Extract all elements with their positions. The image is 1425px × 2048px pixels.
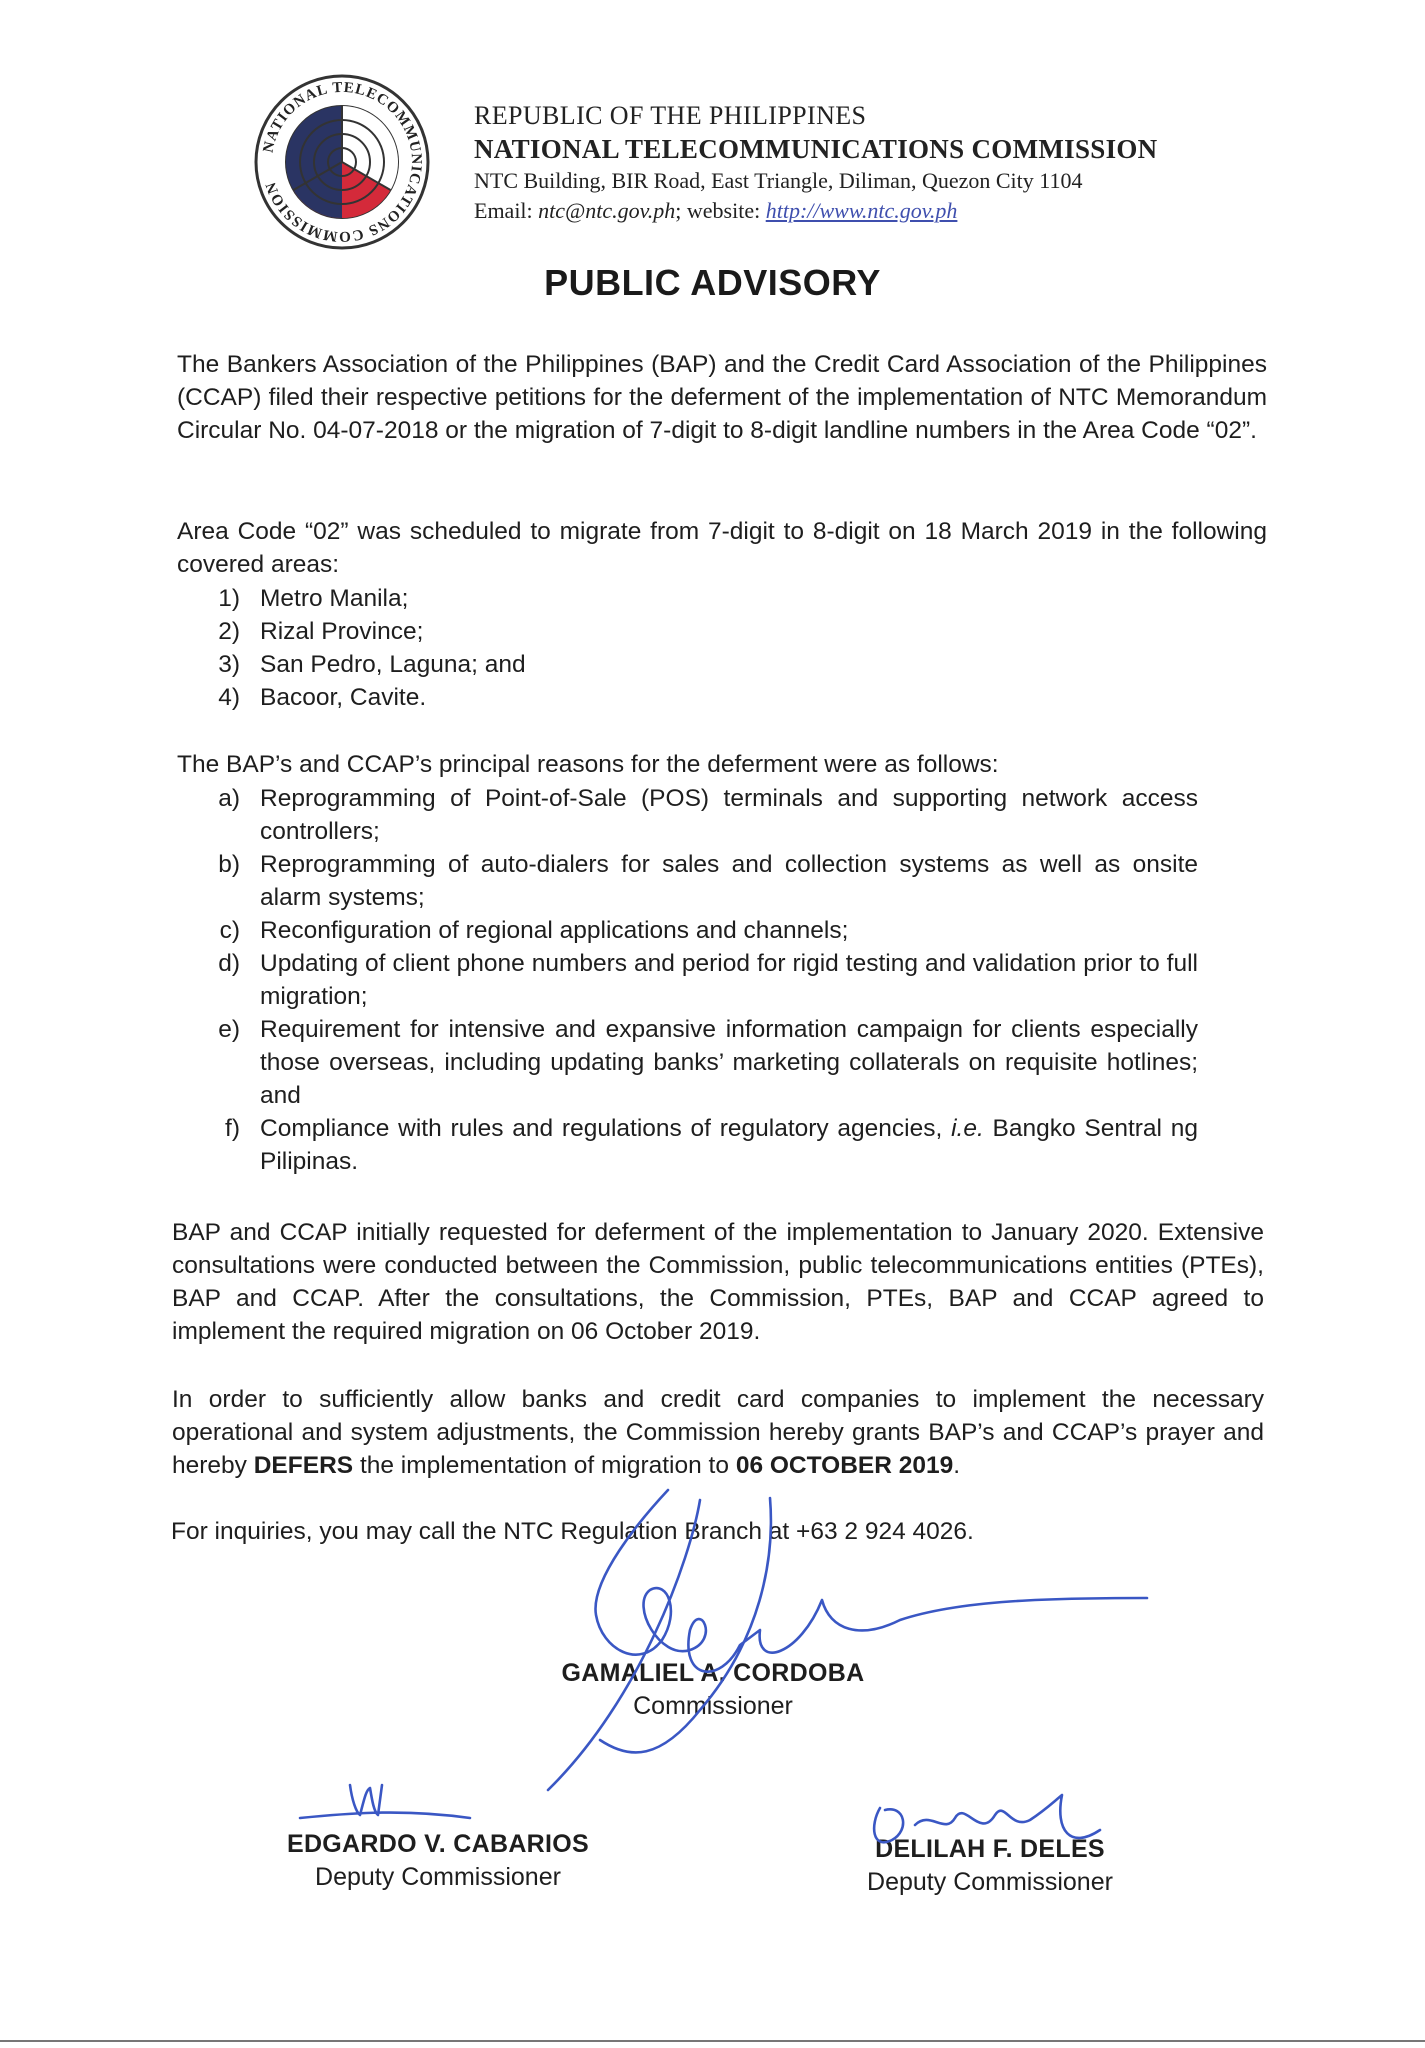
list-marker: f) [225,1115,240,1142]
paragraph-reasons-intro: The BAP’s and CCAP’s principal reasons for the deferment were as follows: [177,751,999,778]
list-marker: b) [218,851,240,878]
list-marker: d) [218,950,240,977]
list-item [196,1013,1198,1112]
list-text [260,1112,1198,1178]
signatory-title: Commissioner [633,1692,793,1720]
email-label: Email: [474,198,533,223]
contact-line [474,196,1158,226]
list-marker: e) [218,1016,240,1043]
website-label: ; website: [675,198,761,223]
signatory-commissioner [513,1657,913,1723]
advisory-title: PUBLIC ADVISORY [544,262,881,303]
list-item [196,648,526,681]
list-text-part: Bangko Sentral ng Pilipinas. [260,1115,1199,1175]
list-item [196,1112,1198,1178]
list-text: Updating of client phone numbers and period for rigid testing and validation prior to full migration; [260,950,1198,1010]
list-item [196,848,1198,914]
list-marker: 4) [218,684,240,711]
list-text: Rizal Province; [260,618,424,645]
signature-cabarios [300,1785,470,1818]
list-text: Requirement for intensive and expansive information campaign for clients especially those overseas, including updating banks’ marketing collaterals on requisite hotlines; and [260,1016,1198,1109]
defers-emphasis: DEFERS [253,1452,354,1479]
list-item [196,681,526,714]
signatory-name: EDGARDO V. CABARIOS [286,1830,590,1858]
website-link[interactable]: http://www.ntc.gov.ph [765,198,958,223]
deferment-date: 06 OCTOBER 2019 [735,1452,954,1479]
paragraph-consultations: BAP and CCAP initially requested for deferment of the implementation to January 2020. Extensive consultations were conducted between the Commission, public telecommunications entities (PTEs), BAP and CCAP. After the consultations, the Commission, PTEs, BAP and CCAP agreed to implement the required migration on 06 October 2019. [172,1219,1264,1345]
signatory-title: Deputy Commissioner [315,1863,561,1891]
signatory-name: GAMALIEL A. CORDOBA [561,1659,865,1687]
signatory-title: Deputy Commissioner [867,1868,1113,1896]
list-text: Metro Manila; [260,585,409,612]
list-marker: a) [218,785,240,812]
list-text-italic: i.e. [951,1115,984,1142]
list-text: Reprogramming of Point-of-Sale (POS) terminals and supporting network access controllers; [260,785,1198,845]
list-marker: 3) [218,651,240,678]
list-marker: 1) [218,585,240,612]
paragraph-schedule: Area Code “02” was scheduled to migrate from 7-digit to 8-digit on 18 March 2019 in the following covered areas: [177,518,1267,578]
deferment-period: . [953,1452,961,1479]
paragraph-deferment [172,1383,1264,1482]
list-text: Reconfiguration of regional applications and channels; [260,917,849,944]
list-item [196,914,1198,947]
list-text: Reprogramming of auto-dialers for sales and collection systems as well as onsite alarm systems; [260,851,1198,911]
email-address[interactable]: ntc@ntc.gov.ph [538,198,676,223]
agency-name: NATIONAL TELECOMMUNICATIONS COMMISSION [474,134,1158,164]
republic-line: REPUBLIC OF THE PHILIPPINES [474,101,867,130]
list-marker: c) [219,917,240,944]
covered-areas-list [196,582,526,714]
list-text: Bacoor, Cavite. [260,684,427,711]
paragraph-petitions: The Bankers Association of the Philippines (BAP) and the Credit Card Association of the Philippines (CCAP) filed their respective petitions for the deferment of the implementation of NTC Memorandum Circular No. 04-07-2018 or the migration of 7-digit to 8-digit landline numbers in the Area Code “02”. [177,351,1267,444]
signatory-name: DELILAH F. DELES [875,1835,1105,1863]
bottom-divider [0,2040,1425,2042]
list-item [196,582,526,615]
reasons-list [196,782,1198,1178]
list-marker: 2) [218,618,240,645]
paragraph-inquiries: For inquiries, you may call the NTC Regulation Branch at +63 2 924 4026. [171,1518,974,1545]
address-line: NTC Building, BIR Road, East Triangle, Diliman, Quezon City 1104 [474,168,1083,193]
list-item [196,615,526,648]
list-text: San Pedro, Laguna; and [260,651,526,678]
ntc-seal-logo [252,72,432,252]
deferment-text: the implementation of migration to [359,1452,729,1479]
signatory-deputy-right [790,1833,1190,1899]
list-item [196,782,1198,848]
deferment-text: In order to sufficiently allow banks and credit card companies to implement the necessary operational and system adjustments, the Commission hereby grants BAP’s and CCAP’s prayer and hereby [172,1386,1264,1479]
signatory-deputy-left [238,1828,638,1894]
svg-text:NATIONAL TELECOMMUNICATIONS CO: NATIONAL TELECOMMUNICATIONS COMMISSION [260,79,425,245]
list-item [196,947,1198,1013]
letterhead [474,100,1158,226]
list-text-part: Compliance with rules and regulations of regulatory agencies, [260,1115,943,1142]
